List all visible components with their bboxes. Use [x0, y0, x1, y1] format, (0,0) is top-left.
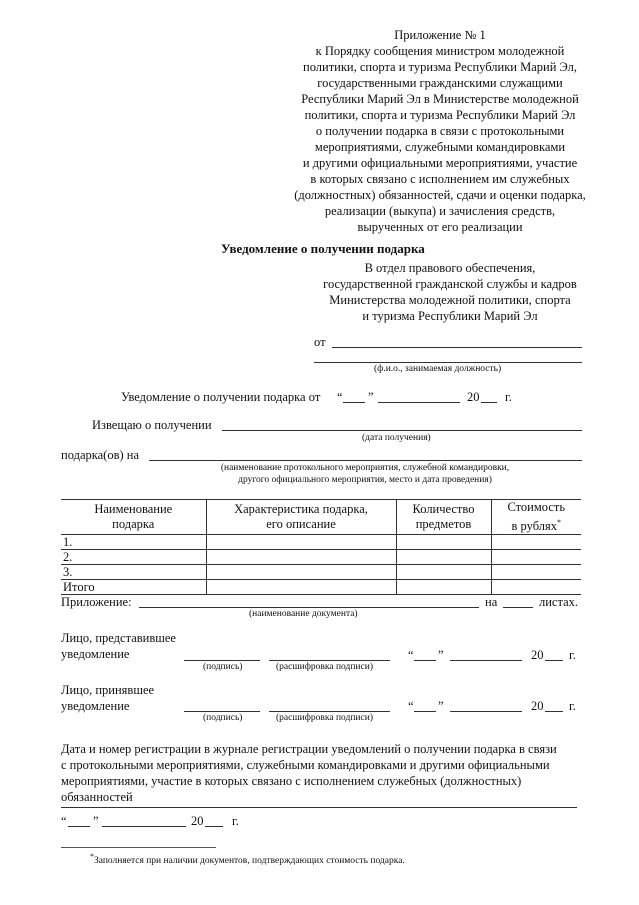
registration-line: мероприятиями, участие в которых связано с исполнением служебных (должностных)	[61, 774, 522, 788]
receiver-label	[61, 682, 154, 714]
from-caption: (ф.и.о., занимаемая должность)	[374, 364, 502, 374]
receipt-date-caption: (дата получения)	[362, 433, 431, 443]
submitter-year-prefix: 20	[531, 648, 544, 662]
registration-line: с протокольными мероприятиями, служебными командировками и другими официальными	[61, 758, 550, 772]
notice-quote-open: “	[337, 390, 343, 404]
table-cell[interactable]	[491, 565, 581, 580]
submitter-signature-caption: (подпись)	[203, 662, 243, 672]
receiver-month-field[interactable]	[450, 711, 522, 712]
addressee-line: В отдел правового обеспечения,	[364, 261, 536, 275]
table-cell[interactable]	[206, 580, 396, 595]
receiver-q-close: ”	[438, 699, 444, 713]
table-cell[interactable]	[396, 565, 491, 580]
appendix-line: политики, спорта и туризма Республики Марий Эл	[304, 108, 576, 122]
registration-text	[61, 741, 581, 805]
appendix-line: мероприятиями, служебными командировками	[314, 140, 566, 154]
footnote-divider	[61, 847, 216, 848]
table-cell[interactable]	[396, 535, 491, 550]
table-row[interactable]	[61, 565, 581, 580]
registration-line: обязанностей	[61, 790, 133, 804]
attachment-caption: (наименование документа)	[249, 609, 358, 619]
notice-quote-close: ”	[368, 390, 374, 404]
registration-field[interactable]	[61, 807, 577, 808]
submitter-decode-caption: (расшифровка подписи)	[276, 662, 373, 672]
addressee-line: и туризма Республики Марий Эл	[362, 309, 538, 323]
reg-year-field[interactable]	[205, 826, 223, 827]
cost-footnote-mark: *	[556, 518, 561, 527]
reg-year-prefix: 20	[191, 814, 204, 828]
receipt-date-field[interactable]	[222, 430, 582, 431]
table-cell[interactable]	[206, 550, 396, 565]
appendix-line: реализации (выкупа) и зачисления средств,	[324, 204, 556, 218]
addressee-block	[305, 260, 595, 324]
reg-q-close: ”	[93, 814, 99, 828]
submitter-label-line: Лицо, представившее	[61, 631, 176, 645]
submitter-q-open: “	[408, 648, 414, 662]
footnote-text: Заполняется при наличии документов, подтверждающих стоимость подарка.	[94, 856, 405, 867]
footnote	[90, 852, 405, 866]
gifts-table	[61, 499, 581, 595]
receiver-label-line: Лицо, принявшее	[61, 683, 155, 697]
submitter-q-close: ”	[438, 648, 444, 662]
attachment-sheets: листах.	[539, 595, 579, 609]
receiver-signature-caption: (подпись)	[203, 713, 243, 723]
table-row[interactable]	[61, 535, 581, 550]
table-cell[interactable]	[206, 565, 396, 580]
event-caption	[180, 462, 550, 486]
table-row[interactable]	[61, 580, 581, 595]
event-field[interactable]	[149, 460, 582, 461]
table-header-row	[61, 500, 581, 535]
receiver-decode-caption: (расшифровка подписи)	[276, 713, 373, 723]
reg-year-suffix: г.	[232, 814, 239, 828]
appendix-number: Приложение № 1	[394, 28, 486, 42]
header-cell-cost: Стоимость в рублях*	[491, 500, 581, 535]
submitter-label-line: уведомление	[61, 647, 130, 661]
submitter-day-field[interactable]	[414, 660, 436, 661]
appendix-line: к Порядку сообщения министром молодежной	[315, 44, 565, 58]
submitter-year-field[interactable]	[545, 660, 563, 661]
receiver-signature-field[interactable]	[184, 711, 260, 712]
reg-q-open: “	[61, 814, 67, 828]
submitter-signature-field[interactable]	[184, 660, 260, 661]
receiver-decode-field[interactable]	[269, 711, 390, 712]
row-label: 3.	[61, 565, 206, 580]
appendix-line: политики, спорта и туризма Республики Марий Эл,	[303, 60, 577, 74]
appendix-line: (должностных) обязанностей, сдачи и оценки подарка,	[294, 188, 586, 202]
table-cell[interactable]	[396, 580, 491, 595]
receiver-label-line: уведомление	[61, 699, 130, 713]
event-caption-line: другого официального мероприятия, место и дата проведения)	[238, 475, 492, 485]
reg-day-field[interactable]	[68, 826, 90, 827]
notice-year-field[interactable]	[481, 402, 497, 403]
header-cell-name: Наименование подарка	[61, 500, 206, 535]
row-label: Итого	[61, 580, 206, 595]
appendix-line: государственными гражданскими служащими	[317, 76, 563, 90]
footnote-mark: *	[90, 852, 94, 861]
addressee-line: государственной гражданской службы и кадров	[323, 277, 577, 291]
appendix-block	[280, 27, 600, 235]
event-caption-line: (наименование протокольного мероприятия, служебной командировки,	[220, 463, 510, 473]
notice-text: Уведомление о получении подарка от	[121, 390, 321, 404]
from-label: от	[314, 335, 326, 349]
submitter-month-field[interactable]	[450, 660, 522, 661]
table-cell[interactable]	[491, 550, 581, 565]
appendix-line: вырученных от его реализации	[357, 220, 523, 234]
row-label: 1.	[61, 535, 206, 550]
receiver-day-field[interactable]	[414, 711, 436, 712]
table-cell[interactable]	[206, 535, 396, 550]
submitter-year-suffix: г.	[569, 648, 576, 662]
addressee-line: Министерства молодежной политики, спорта	[329, 293, 571, 307]
attachment-doc-field[interactable]	[139, 607, 479, 608]
gifts-label: подарка(ов) на	[61, 448, 140, 462]
page-title: Уведомление о получении подарка	[221, 241, 425, 256]
header-cell-quantity: Количество предметов	[396, 500, 491, 535]
registration-line: Дата и номер регистрации в журнале регистрации уведомлений о получении подарка в связи	[61, 742, 557, 756]
receiver-q-open: “	[408, 699, 414, 713]
submitter-label	[61, 630, 176, 662]
attachment-sheets-field[interactable]	[503, 607, 533, 608]
table-cell[interactable]	[491, 535, 581, 550]
notice-day-field[interactable]	[343, 402, 365, 403]
notice-month-field[interactable]	[378, 402, 460, 403]
reg-month-field[interactable]	[102, 826, 186, 827]
appendix-line: в которых связано с исполнением им служебных	[310, 172, 570, 186]
header-cell-description: Характеристика подарка, его описание	[206, 500, 396, 535]
appendix-line: и другими официальными мероприятиями, участие	[302, 156, 578, 170]
appendix-line: о получении подарка в связи с протокольными	[315, 124, 565, 138]
table-cell[interactable]	[396, 550, 491, 565]
row-label: 2.	[61, 550, 206, 565]
receiver-year-field[interactable]	[545, 711, 563, 712]
from-field-line-2[interactable]	[314, 362, 582, 363]
table-row[interactable]	[61, 550, 581, 565]
from-field-line-1[interactable]	[332, 347, 582, 348]
submitter-decode-field[interactable]	[269, 660, 390, 661]
attachment-on: на	[485, 595, 498, 609]
inform-label: Извещаю о получении	[92, 418, 212, 432]
receiver-year-prefix: 20	[531, 699, 544, 713]
notice-year-prefix: 20	[467, 390, 480, 404]
attachment-label: Приложение:	[61, 595, 132, 609]
notice-year-suffix: г.	[505, 390, 512, 404]
table-cell[interactable]	[491, 580, 581, 595]
receiver-year-suffix: г.	[569, 699, 576, 713]
appendix-line: Республики Марий Эл в Министерстве молодежной	[301, 92, 579, 106]
